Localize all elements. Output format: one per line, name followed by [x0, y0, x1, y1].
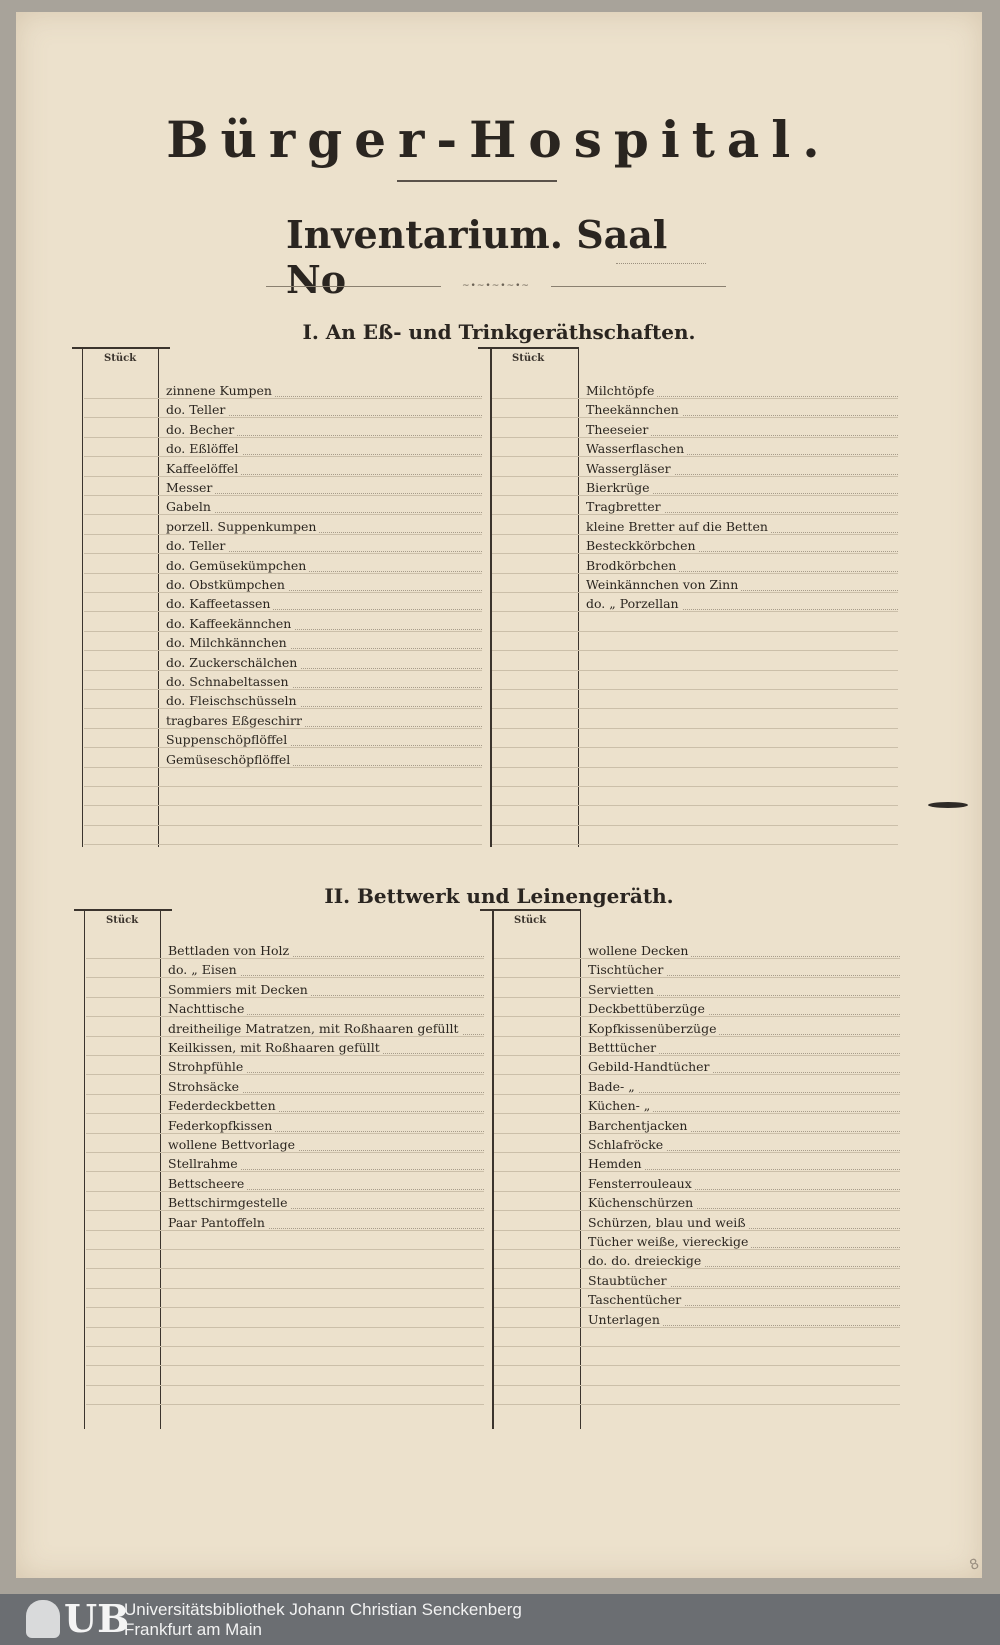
table-row [84, 709, 482, 729]
item-label: Betttücher [588, 1040, 659, 1055]
item-label: Theeseier [586, 422, 651, 437]
table-top-rule [72, 347, 170, 349]
table-row [494, 1230, 900, 1250]
table-row [494, 1036, 900, 1056]
logo-text: UB [64, 1596, 130, 1641]
item-label: Wasserflaschen [586, 441, 687, 456]
table-row [494, 1346, 900, 1366]
table-row [86, 1327, 484, 1347]
item-label: do. Fleischschüsseln [166, 693, 300, 708]
item-label: wollene Bettvorlage [168, 1137, 298, 1152]
table-row [84, 398, 482, 418]
table-row [84, 612, 482, 632]
item-label: porzell. Suppenkumpen [166, 519, 319, 534]
table-row [492, 786, 898, 806]
item-label: Tragbretter [586, 499, 664, 514]
document-title: Bürger-Hospital. [166, 110, 832, 169]
table-row [492, 515, 898, 535]
table-row [494, 1055, 900, 1075]
section1-title: I. An Eß- und Trinkgeräthschaften. [302, 320, 696, 344]
item-label: Hemden [588, 1156, 645, 1171]
item-label: Bettschirmgestelle [168, 1195, 291, 1210]
item-label: do. Gemüsekümpchen [166, 558, 309, 573]
item-label: Bierkrüge [586, 480, 653, 495]
table-top-rule [478, 347, 578, 349]
item-label: Taschentücher [588, 1292, 684, 1307]
table-row [492, 476, 898, 496]
table-top-rule [480, 909, 580, 911]
item-label: do. Obstkümpchen [166, 577, 288, 592]
item-label: Gemüseschöpflöffel [166, 752, 293, 767]
item-label: Besteckkörbchen [586, 538, 699, 553]
quantity-column-header: Stück [104, 353, 137, 364]
table-row [84, 670, 482, 690]
table-row [84, 786, 482, 806]
item-label: Milchtöpfe [586, 383, 657, 398]
table-row [494, 997, 900, 1017]
item-label: Nachttische [168, 1001, 247, 1016]
item-label: wollene Decken [588, 943, 691, 958]
table-left-border [84, 909, 85, 1429]
item-label: Barchentjacken [588, 1118, 691, 1133]
table-row [86, 1288, 484, 1308]
section2-right-table [480, 909, 900, 1429]
table-row [492, 670, 898, 690]
table-row [86, 1346, 484, 1366]
item-label: do. Teller [166, 402, 228, 417]
item-label: do. Becher [166, 422, 237, 437]
table-row [86, 978, 484, 998]
table-row [86, 1114, 484, 1134]
table-row [84, 476, 482, 496]
title-divider [397, 180, 557, 182]
table-row [86, 1036, 484, 1056]
table-left-border [82, 347, 83, 847]
pencil-note: 8 [967, 1555, 982, 1575]
table-row [492, 379, 898, 399]
table-row [86, 1249, 484, 1269]
item-label: Bettscheere [168, 1176, 247, 1191]
item-label: do. Kaffeekännchen [166, 616, 294, 631]
table-row [492, 554, 898, 574]
table-row [494, 1152, 900, 1172]
table-row [492, 398, 898, 418]
item-label: Schürzen, blau und weiß [588, 1215, 749, 1230]
ornament-flourish: ~•~•~•~•~ [441, 282, 551, 291]
table-row [84, 515, 482, 535]
portrait-icon [26, 1600, 60, 1638]
table-row [494, 958, 900, 978]
item-label: Strohpfühle [168, 1059, 246, 1074]
table-row [84, 495, 482, 515]
table-row [492, 767, 898, 787]
item-label: do. Schnabeltassen [166, 674, 292, 689]
table-row [494, 1133, 900, 1153]
table-row [86, 1172, 484, 1192]
table-row [86, 1055, 484, 1075]
item-label: Staubtücher [588, 1273, 670, 1288]
table-row [494, 978, 900, 998]
table-row [84, 554, 482, 574]
section1-right-table [478, 347, 898, 847]
table-row [492, 825, 898, 845]
item-label: Federkopfkissen [168, 1118, 275, 1133]
table-row [84, 379, 482, 399]
library-city: Frankfurt am Main [124, 1620, 262, 1639]
item-label: Wassergläser [586, 461, 674, 476]
item-label: Theekännchen [586, 402, 682, 417]
subtitle-fill-line [616, 263, 706, 264]
table-row [492, 612, 898, 632]
table-row [84, 418, 482, 438]
table-row [86, 1385, 484, 1405]
item-label: Gabeln [166, 499, 214, 514]
library-name: Universitätsbibliothek Johann Christian Senckenberg [124, 1600, 522, 1619]
item-label: Bettladen von Holz [168, 943, 292, 958]
table-row [86, 1094, 484, 1114]
section2-left-table [74, 909, 484, 1429]
table-row [492, 631, 898, 651]
table-row [84, 767, 482, 787]
item-label: Kopfkissenüberzüge [588, 1021, 719, 1036]
item-label: Bade- „ [588, 1079, 638, 1094]
table-row [492, 418, 898, 438]
item-label: Fensterrouleaux [588, 1176, 695, 1191]
item-label: do. Milchkännchen [166, 635, 290, 650]
table-row [84, 631, 482, 651]
table-row [494, 1327, 900, 1347]
document-sheet [16, 12, 982, 1578]
item-label: Strohsäcke [168, 1079, 242, 1094]
item-label: Federdeckbetten [168, 1098, 279, 1113]
table-row [494, 1114, 900, 1134]
item-label: do. Kaffeetassen [166, 596, 273, 611]
subtitle-block [286, 212, 706, 302]
item-label: Suppenschöpflöffel [166, 732, 290, 747]
table-row [86, 997, 484, 1017]
table-row [492, 573, 898, 593]
table-row [494, 1249, 900, 1269]
table-row [86, 1211, 484, 1231]
table-row [494, 1094, 900, 1114]
table-row [494, 1288, 900, 1308]
item-label: do. Eßlöffel [166, 441, 242, 456]
item-label: Schlafröcke [588, 1137, 666, 1152]
ink-mark [928, 802, 968, 808]
ornament-divider [266, 282, 726, 292]
quantity-column-header: Stück [512, 353, 545, 364]
table-row [84, 806, 482, 826]
item-label: Brodkörbchen [586, 558, 679, 573]
table-row [86, 1191, 484, 1211]
table-row [492, 728, 898, 748]
table-row [494, 1366, 900, 1386]
item-label: Küchen- „ [588, 1098, 653, 1113]
table-row [84, 728, 482, 748]
table-row [86, 1075, 484, 1095]
table-row [86, 1133, 484, 1153]
table-row [494, 1308, 900, 1328]
table-row [494, 1211, 900, 1231]
item-label: zinnene Kumpen [166, 383, 275, 398]
table-top-rule [74, 909, 172, 911]
table-row [86, 1017, 484, 1037]
item-label: dreitheilige Matratzen, mit Roßhaaren gefüllt [168, 1021, 462, 1036]
table-row [86, 1366, 484, 1386]
item-label: do. Zuckerschälchen [166, 655, 300, 670]
table-row [86, 939, 484, 959]
item-label: do. Teller [166, 538, 228, 553]
section2-title: II. Bettwerk und Leinengeräth. [324, 884, 674, 908]
item-label: Messer [166, 480, 215, 495]
table-row [86, 1152, 484, 1172]
table-row [492, 457, 898, 477]
table-row [84, 689, 482, 709]
item-label: Tücher weiße, viereckige [588, 1234, 751, 1249]
table-row [84, 437, 482, 457]
table-row [86, 1230, 484, 1250]
table-row [492, 534, 898, 554]
quantity-column-header: Stück [514, 915, 547, 926]
item-label: Servietten [588, 982, 657, 997]
item-label: do. do. dreieckige [588, 1253, 704, 1268]
table-row [494, 1017, 900, 1037]
item-label: Deckbettüberzüge [588, 1001, 708, 1016]
item-label: Tischtücher [588, 962, 666, 977]
table-row [84, 592, 482, 612]
table-row [492, 437, 898, 457]
item-label: do. „ Porzellan [586, 596, 682, 611]
item-label: Paar Pantoffeln [168, 1215, 268, 1230]
table-row [492, 651, 898, 671]
document-subtitle: Inventarium. Saal No [286, 212, 668, 302]
item-label: Keilkissen, mit Roßhaaren gefüllt [168, 1040, 383, 1055]
item-label: Sommiers mit Decken [168, 982, 311, 997]
table-row [86, 1269, 484, 1289]
table-row [84, 573, 482, 593]
table-row [86, 1308, 484, 1328]
item-label: Stellrahme [168, 1156, 241, 1171]
item-label: tragbares Eßgeschirr [166, 713, 305, 728]
item-label: kleine Bretter auf die Betten [586, 519, 771, 534]
table-row [84, 457, 482, 477]
library-footer [0, 1594, 1000, 1645]
table-row [494, 939, 900, 959]
table-row [494, 1075, 900, 1095]
item-label: Unterlagen [588, 1312, 663, 1327]
item-label: Weinkännchen von Zinn [586, 577, 741, 592]
item-label: Küchenschürzen [588, 1195, 696, 1210]
table-row [492, 806, 898, 826]
table-row [492, 495, 898, 515]
table-row [492, 709, 898, 729]
quantity-column-header: Stück [106, 915, 139, 926]
table-row [86, 958, 484, 978]
table-row [492, 592, 898, 612]
table-row [492, 689, 898, 709]
table-row [494, 1191, 900, 1211]
table-row [84, 825, 482, 845]
item-label: do. „ Eisen [168, 962, 240, 977]
section1-left-table [72, 347, 482, 847]
table-row [84, 534, 482, 554]
table-row [492, 748, 898, 768]
table-row [494, 1269, 900, 1289]
table-row [84, 748, 482, 768]
library-logo [24, 1596, 130, 1641]
table-row [84, 651, 482, 671]
table-row [494, 1385, 900, 1405]
item-label: Gebild-Handtücher [588, 1059, 713, 1074]
table-row [494, 1172, 900, 1192]
item-label: Kaffeelöffel [166, 461, 241, 476]
